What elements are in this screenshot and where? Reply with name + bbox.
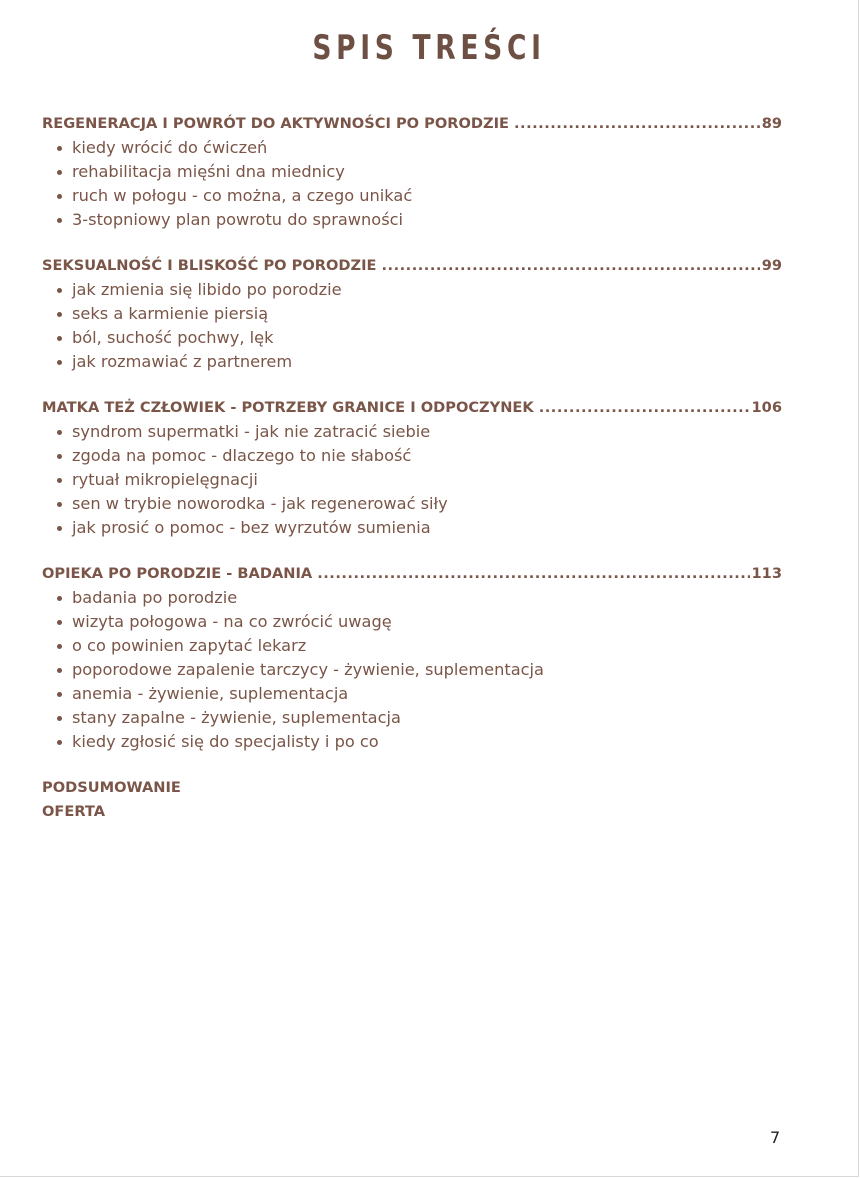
page-title: SPIS TREŚCI [312,28,546,68]
toc-subitem: jak zmienia się libido po porodzie [54,278,782,302]
toc-entry-oferta[interactable]: OFERTA [42,803,106,820]
toc-subitem: stany zapalne - żywienie, suplementacja [54,706,782,730]
toc-subitem: rehabilitacja mięśni dna miednicy [54,160,782,184]
toc-subitem: kiedy wrócić do ćwiczeń [54,136,782,160]
toc-subitem: wizyta połogowa - na co zwrócić uwagę [54,610,782,634]
toc-subitem: jak prosić o pomoc - bez wyrzutów sumienia [54,516,782,540]
toc-entry-podsumowanie[interactable]: PODSUMOWANIE [42,779,181,796]
toc-section-opieka [42,562,782,754]
toc-section-matka [42,396,782,540]
toc-leader-dots [514,112,760,136]
toc-page-number: 89 [761,115,782,132]
table-of-contents [42,112,782,824]
toc-subitems [42,136,782,232]
toc-page-number: 99 [761,257,782,274]
toc-heading-text: SEKSUALNOŚĆ I BLISKOŚĆ PO PORODZIE [42,257,377,274]
toc-leader-dots [539,396,750,420]
toc-subitem: poporodowe zapalenie tarczycy - żywienie, suplementacja [54,658,782,682]
toc-leader-dots [381,254,759,278]
toc-subitem: kiedy zgłosić się do specjalisty i po co [54,730,782,754]
toc-section-regeneracja [42,112,782,232]
toc-heading-text: MATKA TEŻ CZŁOWIEK - POTRZEBY GRANICE I ODPOCZYNEK [42,399,534,416]
toc-leader-dots [317,562,749,586]
toc-heading[interactable] [42,112,782,136]
toc-subitem: ból, suchość pochwy, lęk [54,326,782,350]
toc-subitem: seks a karmienie piersią [54,302,782,326]
toc-heading[interactable] [42,562,782,586]
toc-subitem: jak rozmawiać z partnerem [54,350,782,374]
toc-heading[interactable] [42,396,782,420]
toc-heading[interactable] [42,254,782,278]
toc-subitem: anemia - żywienie, suplementacja [54,682,782,706]
toc-subitem: badania po porodzie [54,586,782,610]
toc-subitems [42,586,782,754]
toc-subitem: ruch w połogu - co można, a czego unikać [54,184,782,208]
toc-section-seksualnosc [42,254,782,374]
toc-page-number: 113 [751,565,782,582]
toc-heading-text: OPIEKA PO PORODZIE - BADANIA [42,565,313,582]
toc-subitem: 3-stopniowy plan powrotu do sprawności [54,208,782,232]
toc-heading-text: REGENERACJA I POWRÓT DO AKTYWNOŚCI PO PORODZIE [42,115,509,132]
toc-subitem: syndrom supermatki - jak nie zatracić siebie [54,420,782,444]
toc-page-number: 106 [751,399,782,416]
toc-subitem: rytuał mikropielęgnacji [54,468,782,492]
toc-subitem: zgoda na pomoc - dlaczego to nie słabość [54,444,782,468]
toc-subitem: sen w trybie noworodka - jak regenerować siły [54,492,782,516]
toc-subitems [42,420,782,540]
toc-subitems [42,278,782,374]
toc-subitem: o co powinien zapytać lekarz [54,634,782,658]
page-number: 7 [770,1128,781,1147]
